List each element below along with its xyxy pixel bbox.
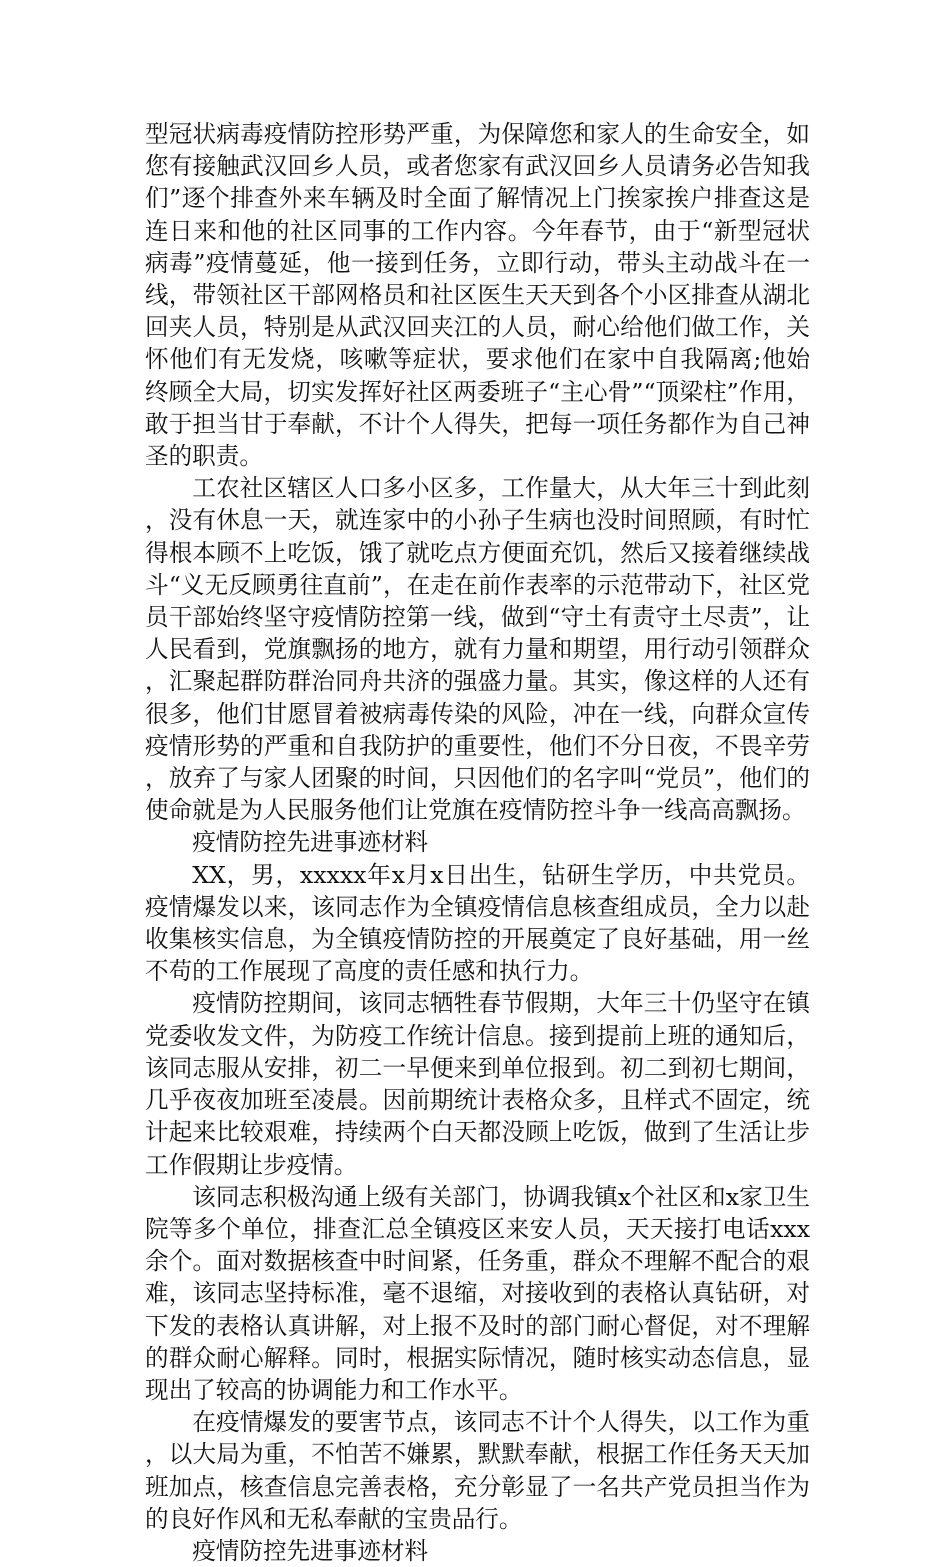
document-body <box>145 118 810 1567</box>
paragraph-4: 疫情防控期间，该同志牺牲春节假期，大年三十仍坚守在镇党委收发文件，为防疫工作统计信息。接到提前上班的通知后，该同志服从安排，初二一早便来到单位报到。初二到初七期间，几乎夜夜加班至凌晨。因前期统计表格众多，且样式不固定，统计起来比较艰难，持续两个白天都没顾上吃饭，做到了生活让步工作假期让步疫情。 <box>145 989 810 1179</box>
section-heading-1: 疫情防控先进事迹材料 <box>192 828 429 857</box>
paragraph-3: XX，男，xxxxx年x月x日出生，钻研生学历，中共党员。疫情爆发以来，该同志作为全镇疫情信息核查组成员，全力以赴收集核实信息，为全镇疫情防控的开展奠定了良好基础，用一丝不苟的工作展现了高度的责任感和执行力。 <box>145 860 810 986</box>
paragraph-5: 该同志积极沟通上级有关部门，协调我镇x个社区和x家卫生院等多个单位，排查汇总全镇疫区来安人员，天天接打电话xxx余个。面对数据核查中时间紧，任务重，群众不理解不配合的艰难，该同志坚持标准，毫不退缩，对接收到的表格认真钻研，对下发的表格认真讲解，对上报不及时的部门耐心督促，对不理解的群众耐心解释。同时，根据实际情况，随时核实动态信息，显现出了较高的协调能力和工作水平。 <box>145 1182 810 1404</box>
paragraph-2: 工农社区辖区人口多小区多，工作量大，从大年三十到此刻，没有休息一天，就连家中的小孙子生病也没时间照顾，有时忙得根本顾不上吃饭，饿了就吃点方便面充饥，然后又接着继续战斗“义无反顾勇往直前”，在走在前作表率的示范带动下，社区党员干部始终坚守疫情防控第一线，做到“守土有责守土尽责”，让人民看到，党旗飘扬的地方，就有力量和期望，用行动引领群众，汇聚起群防群治同舟共济的强盛力量。其实，像这样的人还有很多，他们甘愿冒着被病毒传染的风险，冲在一线，向群众宣传疫情形势的严重和自我防护的重要性，他们不分日夜，不畏辛劳，放弃了与家人团聚的时间，只因他们的名字叫“党员”，他们的使命就是为人民服务他们让党旗在疫情防控斗争一线高高飘扬。 <box>145 474 810 825</box>
paragraph-6: 在疫情爆发的要害节点，该同志不计个人得失，以工作为重，以大局为重，不怕苦不嫌累，默默奉献，根据工作任务天天加班加点，核查信息完善表格，充分彰显了一名共产党员担当作为的良好作风和无私奉献的宝贵品行。 <box>145 1408 810 1533</box>
paragraph-1: 型冠状病毒疫情防控形势严重，为保障您和家人的生命安全，如您有接触武汉回乡人员，或者您家有武汉回乡人员请务必告知我们”逐个排查外来车辆及时全面了解情况上门挨家挨户排查这是连日来和他的社区同事的工作内容。今年春节，由于“新型冠状病毒”疫情蔓延，他一接到任务，立即行动，带头主动战斗在一线，带领社区干部网格员和社区医生天天到各个小区排查从湖北回夹人员，特别是从武汉回夹江的人员，耐心给他们做工作，关怀他们有无发烧，咳嗽等症状，要求他们在家中自我隔离;他始终顾全大局，切实发挥好社区两委班子“主心骨”“顶梁柱”作用，敢于担当甘于奉献，不计个人得失，把每一项任务都作为自己神圣的职责。 <box>145 120 810 471</box>
section-heading-2: 疫情防控先进事迹材料 <box>192 1536 429 1565</box>
